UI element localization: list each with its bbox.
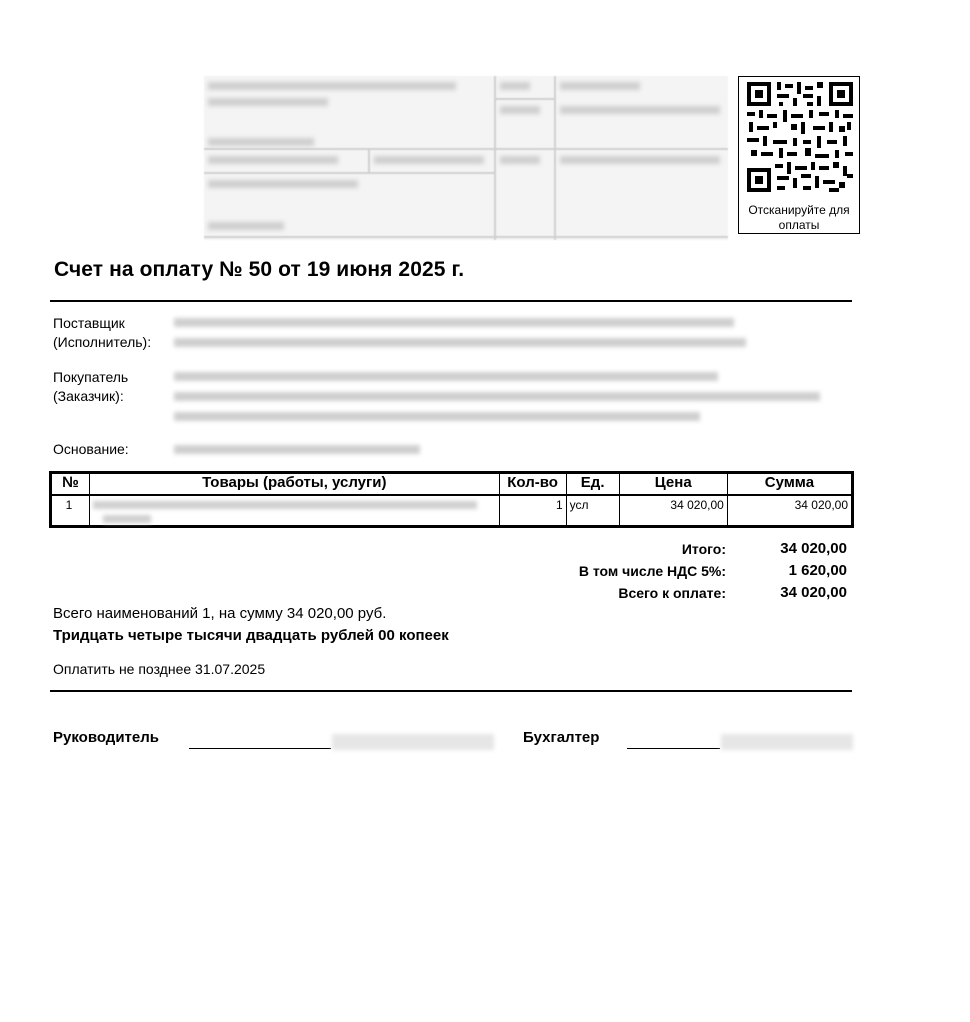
- column-header-num: №: [52, 474, 90, 496]
- amount-due-label: Всего к оплате:: [618, 585, 726, 601]
- buyer-details-redacted: [174, 372, 820, 421]
- qr-code-box: [738, 76, 860, 234]
- column-header-price: Цена: [619, 474, 727, 496]
- invoice-title: Счет на оплату № 50 от 19 июня 2025 г.: [54, 258, 465, 281]
- buyer-label-line1: Покупатель: [53, 369, 129, 385]
- qr-caption-line: оплаты: [778, 218, 820, 232]
- pay-by-date: Оплатить не позднее 31.07.2025: [53, 661, 266, 677]
- accountant-signature-label: Бухгалтер: [523, 729, 600, 746]
- accountant-name-redacted: [721, 734, 853, 750]
- column-header-qty: Кол-во: [499, 474, 566, 496]
- supplier-label-line1: Поставщик: [53, 315, 125, 331]
- qr-caption-line: Отсканируйте для: [748, 203, 850, 217]
- basis-label: Основание:: [53, 441, 129, 457]
- supplier-label-line2: (Исполнитель):: [53, 334, 152, 350]
- bank-details-block: [204, 76, 728, 240]
- row-sum: 34 020,00: [727, 495, 851, 526]
- column-header-unit: Ед.: [566, 474, 619, 496]
- buyer-label-line2: (Заказчик):: [53, 388, 124, 404]
- items-table: [49, 471, 854, 528]
- row-qty: 1: [499, 495, 566, 526]
- table-row: [52, 495, 852, 526]
- row-goods-redacted: [90, 495, 500, 526]
- row-price: 34 020,00: [619, 495, 727, 526]
- summary-divider: [50, 690, 852, 692]
- column-header-sum: Сумма: [727, 474, 851, 496]
- head-signature-line: [189, 748, 331, 749]
- accountant-signature-line: [627, 748, 720, 749]
- basis-value-redacted: [174, 445, 420, 454]
- row-num: 1: [52, 495, 90, 526]
- qr-code-icon: [747, 82, 853, 192]
- column-header-goods: Товары (работы, услуги): [90, 474, 500, 496]
- head-signature-label: Руководитель: [53, 729, 159, 746]
- supplier-details-redacted: [174, 318, 746, 347]
- head-name-redacted: [332, 734, 494, 750]
- vat-label: В том числе НДС 5%:: [578, 563, 726, 579]
- items-count-summary: Всего наименований 1, на сумму 34 020,00 руб.: [53, 605, 387, 622]
- vat-value: 1 620,00: [788, 562, 847, 579]
- supplier-label: [53, 314, 151, 352]
- table-header-row: [52, 474, 852, 496]
- row-unit: усл: [566, 495, 619, 526]
- buyer-label: [53, 368, 128, 406]
- amount-in-words: Тридцать четыре тысячи двадцать рублей 00 копеек: [53, 627, 449, 644]
- total-value: 34 020,00: [780, 540, 847, 557]
- title-divider: [50, 300, 852, 302]
- total-label: Итого:: [681, 541, 726, 557]
- qr-caption: [739, 203, 859, 233]
- amount-due-value: 34 020,00: [780, 584, 847, 601]
